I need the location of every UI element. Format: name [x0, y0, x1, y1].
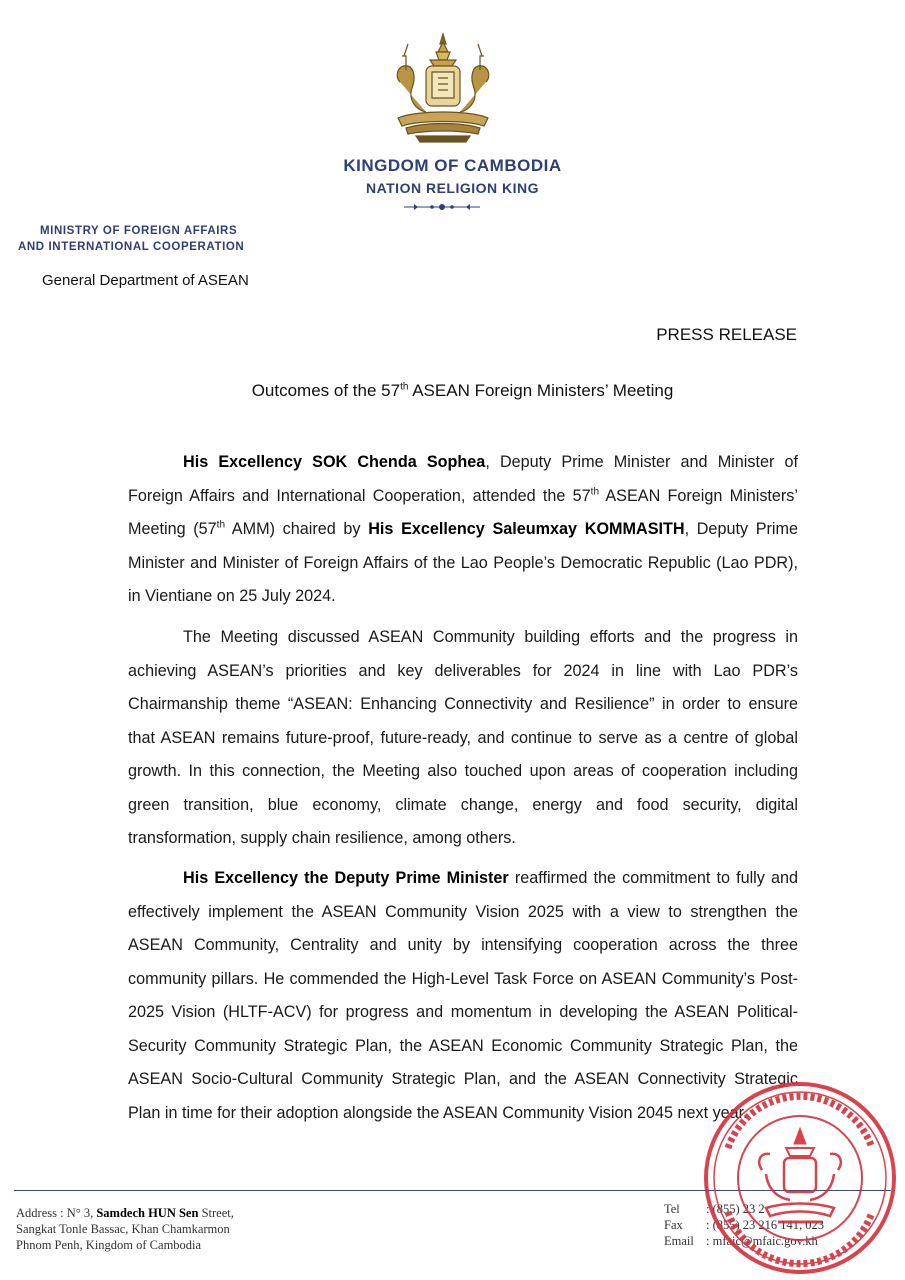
press-release-label: PRESS RELEASE	[656, 325, 797, 344]
document-title: Outcomes of the 57th ASEAN Foreign Ministers’ Meeting	[251, 381, 674, 400]
paragraph-3: His Excellency the Deputy Prime Minister reaffirmed the commitment to fully and effectively implement the ASEAN Community Vision 2025 with a view to strengthen the ASEAN Community, Centrality and unity by intensifying cooperation across the three community pillars. He commended the High-Level Task Force on ASEAN Community’s Post-2025 Vision (HLTF-ACV) for progress and momentum in developing the ASEAN Political-Security Community Strategic Plan, the ASEAN Economic Community Strategic Plan, the ASEAN Socio-Cultural Community Strategic Plan, and the ASEAN Connectivity Strategic Plan in time for their adoption alongside the ASEAN Community Vision 2045 next year.	[128, 869, 798, 1122]
paragraph-2: The Meeting discussed ASEAN Community building efforts and the progress in achieving ASEAN’s priorities and key deliverables for 2024 in line with Lao PDR’s Chairmanship theme “ASEAN: Enhancing Connectivity and Resilience” in order to ensure that ASEAN remains future-proof, future-ready, and continue to serve as a centre of global growth. In this connection, the Meeting also touched upon areas of cooperation including green transition, blue economy, climate change, energy and food security, digital transformation, supply chain resilience, among others.	[128, 628, 798, 847]
ministry-name-line2: AND INTERNATIONAL COOPERATION	[18, 241, 245, 253]
national-motto: NATION RELIGION KING	[365, 180, 540, 196]
kingdom-title: KINGDOM OF CAMBODIA	[343, 156, 562, 175]
footer-contact: Tel : (855) 23 2 Fax : (855) 23 216 141, 023 Email : mfaic@mfaic.gov.kh	[664, 1202, 825, 1248]
divider-ornament-icon	[402, 201, 482, 213]
department-name: General Department of ASEAN	[42, 272, 249, 289]
footer-address: Address : N° 3, Samdech HUN Sen Street, Sangkat Tonle Bassac, Khan Chamkarmon Phnom Penh, Kingdom of Cambodia	[16, 1206, 234, 1252]
ministry-name-line1: MINISTRY OF FOREIGN AFFAIRS	[40, 225, 238, 237]
dignitary-name-1: His Excellency SOK Chenda Sophea	[183, 453, 486, 471]
dignitary-name-2: His Excellency Saleumxay KOMMASITH	[368, 520, 685, 538]
paragraph-1: His Excellency SOK Chenda Sophea, Deputy Prime Minister and Minister of Foreign Affairs and International Cooperation, attended the 57th ASEAN Foreign Ministers’ Meeting (57th AMM) chaired by His Excellency Saleumxay KOMMASITH, Deputy Prime Minister and Minister of Foreign Affairs of the Lao People’s Democratic Republic (Lao PDR), in Vientiane on 25 July 2024.	[128, 453, 799, 605]
dignitary-title: His Excellency the Deputy Prime Minister	[183, 869, 509, 887]
royal-arms-emblem-icon	[386, 30, 500, 146]
official-seal-stamp-icon	[700, 1078, 900, 1278]
